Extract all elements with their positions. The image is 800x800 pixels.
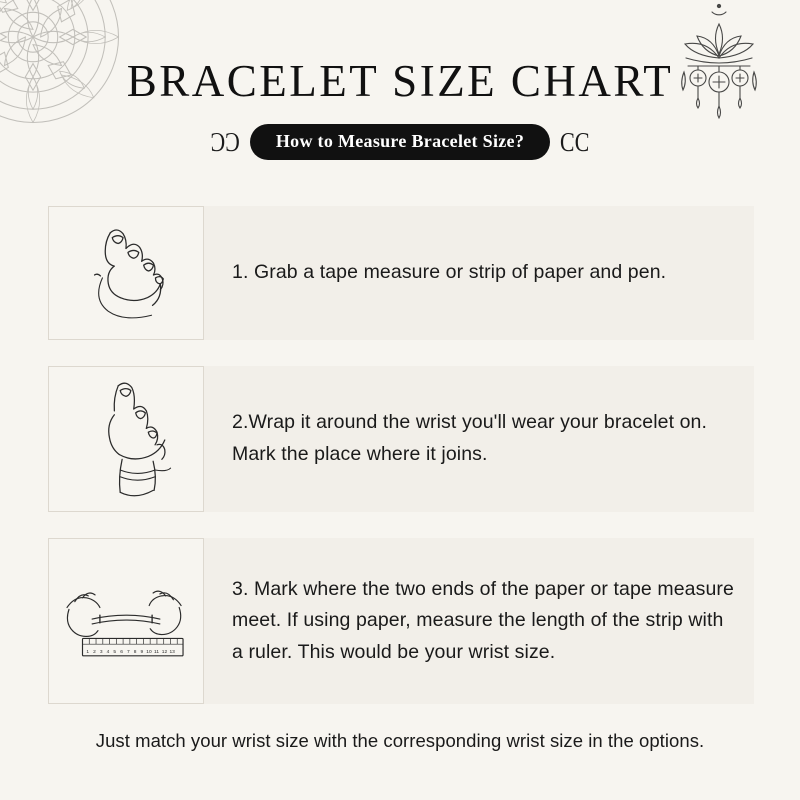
- subtitle-badge: How to Measure Bracelet Size?: [250, 124, 550, 160]
- footnote-text: Just match your wrist size with the corresponding wrist size in the options.: [95, 730, 705, 751]
- flourish-left-icon: ƆƆ: [210, 125, 240, 157]
- page-title: BRACELET SIZE CHART: [126, 56, 674, 106]
- svg-text:2: 2: [93, 649, 96, 655]
- step-text: 3. Mark where the two ends of the paper or tape measure meet. If using paper, measure the length of the strip with a ruler. This would be your wrist size.: [232, 577, 734, 663]
- steps-list: [48, 206, 754, 730]
- hand-fist-with-tape-illustration: [48, 206, 204, 340]
- step-item: [48, 206, 754, 340]
- hand-with-tape-around-wrist-illustration: [48, 366, 204, 512]
- svg-text:6: 6: [120, 649, 123, 655]
- svg-text:4: 4: [106, 649, 110, 655]
- svg-text:9: 9: [140, 649, 144, 655]
- svg-text:1: 1: [86, 649, 90, 655]
- step-item: [48, 538, 754, 704]
- step-item: [48, 366, 754, 512]
- step-text: 2.Wrap it around the wrist you'll wear your bracelet on. Mark the place where it joins.: [232, 411, 708, 465]
- svg-text:12: 12: [161, 649, 168, 655]
- step-text: 1. Grab a tape measure or strip of paper and pen.: [232, 261, 667, 284]
- flourish-right-icon: ƆƆ: [560, 125, 590, 157]
- svg-text:10: 10: [146, 649, 152, 655]
- svg-text:5: 5: [113, 649, 117, 655]
- subtitle-row: [0, 124, 800, 160]
- svg-text:13: 13: [169, 649, 175, 655]
- svg-text:3: 3: [99, 649, 103, 655]
- svg-text:7: 7: [126, 649, 130, 655]
- svg-text:11: 11: [154, 649, 160, 655]
- hands-measuring-paper-strip-with-ruler-illustration: [48, 538, 204, 704]
- svg-text:8: 8: [133, 649, 137, 655]
